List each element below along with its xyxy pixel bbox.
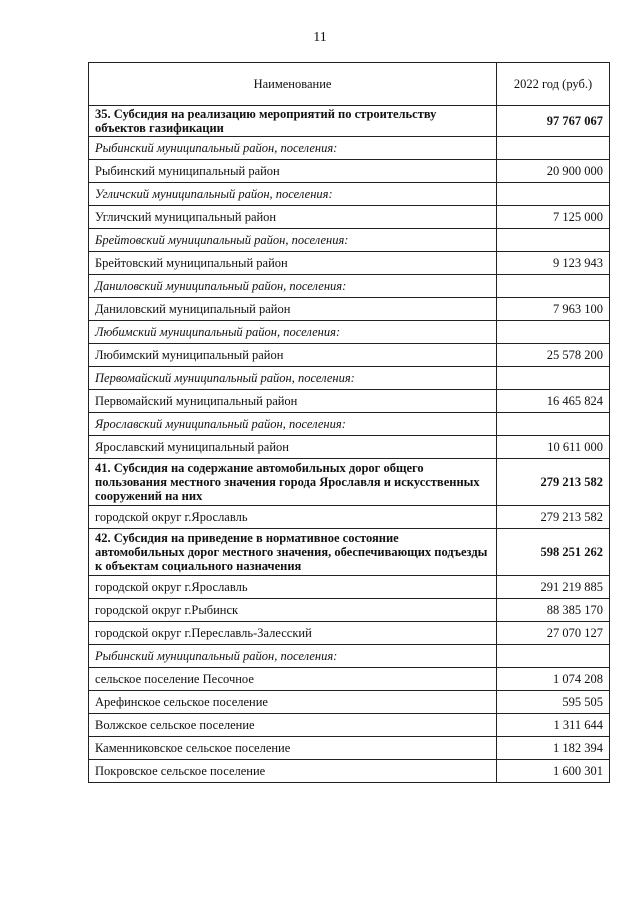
table-row xyxy=(89,160,610,183)
row-name: Брейтовский муниципальный район, поселения: xyxy=(89,229,497,252)
region-heading-row xyxy=(89,229,610,252)
row-amount xyxy=(497,413,610,436)
row-amount: 1 074 208 xyxy=(497,668,610,691)
subsidy-section-row xyxy=(89,106,610,137)
region-heading-row xyxy=(89,367,610,390)
table-row xyxy=(89,668,610,691)
row-amount: 1 311 644 xyxy=(497,714,610,737)
row-name: Покровское сельское поселение xyxy=(89,760,497,783)
row-name: Рыбинский муниципальный район, поселения: xyxy=(89,137,497,160)
row-name: Ярославский муниципальный район, поселения: xyxy=(89,413,497,436)
row-name: Угличский муниципальный район, поселения: xyxy=(89,183,497,206)
column-header-amount: 2022 год (руб.) xyxy=(497,63,610,106)
table-row xyxy=(89,206,610,229)
row-name: Угличский муниципальный район xyxy=(89,206,497,229)
region-heading-row xyxy=(89,137,610,160)
table-row xyxy=(89,737,610,760)
row-amount: 291 219 885 xyxy=(497,576,610,599)
table-row xyxy=(89,622,610,645)
row-name: 35. Субсидия на реализацию мероприятий по строительству объектов газификации xyxy=(89,106,497,137)
table-row xyxy=(89,599,610,622)
row-name: Любимский муниципальный район, поселения: xyxy=(89,321,497,344)
row-name: 42. Субсидия на приведение в нормативное состояние автомобильных дорог местного значения, обеспечивающих подъезды к объектам социального назначения xyxy=(89,529,497,576)
table-row xyxy=(89,252,610,275)
row-name: Рыбинский муниципальный район, поселения: xyxy=(89,645,497,668)
row-amount: 1 182 394 xyxy=(497,737,610,760)
row-name: сельское поселение Песочное xyxy=(89,668,497,691)
subsidy-table xyxy=(88,62,610,783)
subsidy-section-row xyxy=(89,459,610,506)
row-name: Любимский муниципальный район xyxy=(89,344,497,367)
region-heading-row xyxy=(89,275,610,298)
row-amount xyxy=(497,229,610,252)
column-header-name: Наименование xyxy=(89,63,497,106)
table-row xyxy=(89,760,610,783)
region-heading-row xyxy=(89,413,610,436)
row-amount: 9 123 943 xyxy=(497,252,610,275)
row-name: Первомайский муниципальный район, поселения: xyxy=(89,367,497,390)
row-amount: 16 465 824 xyxy=(497,390,610,413)
row-name: городской округ г.Переславль-Залесский xyxy=(89,622,497,645)
table-row xyxy=(89,691,610,714)
row-amount: 25 578 200 xyxy=(497,344,610,367)
row-amount: 88 385 170 xyxy=(497,599,610,622)
region-heading-row xyxy=(89,321,610,344)
row-name: Первомайский муниципальный район xyxy=(89,390,497,413)
table-row xyxy=(89,298,610,321)
row-name: Каменниковское сельское поселение xyxy=(89,737,497,760)
row-name: Волжское сельское поселение xyxy=(89,714,497,737)
region-heading-row xyxy=(89,645,610,668)
row-amount xyxy=(497,275,610,298)
table-header-row xyxy=(89,63,610,106)
row-amount: 595 505 xyxy=(497,691,610,714)
row-name: Ярославский муниципальный район xyxy=(89,436,497,459)
row-name: Даниловский муниципальный район xyxy=(89,298,497,321)
row-amount xyxy=(497,183,610,206)
row-amount: 279 213 582 xyxy=(497,459,610,506)
table-row xyxy=(89,576,610,599)
subsidy-section-row xyxy=(89,529,610,576)
row-amount: 97 767 067 xyxy=(497,106,610,137)
table-row xyxy=(89,344,610,367)
table-row xyxy=(89,714,610,737)
row-amount: 7 963 100 xyxy=(497,298,610,321)
table-row xyxy=(89,506,610,529)
table-row xyxy=(89,436,610,459)
row-name: городской округ г.Ярославль xyxy=(89,506,497,529)
row-name: Даниловский муниципальный район, поселения: xyxy=(89,275,497,298)
region-heading-row xyxy=(89,183,610,206)
row-amount xyxy=(497,645,610,668)
row-amount: 279 213 582 xyxy=(497,506,610,529)
row-amount: 20 900 000 xyxy=(497,160,610,183)
row-amount: 1 600 301 xyxy=(497,760,610,783)
table-row xyxy=(89,390,610,413)
row-amount: 7 125 000 xyxy=(497,206,610,229)
row-name: Рыбинский муниципальный район xyxy=(89,160,497,183)
row-name: Брейтовский муниципальный район xyxy=(89,252,497,275)
row-amount: 27 070 127 xyxy=(497,622,610,645)
row-amount xyxy=(497,137,610,160)
row-name: 41. Субсидия на содержание автомобильных дорог общего пользования местного значения города Ярославля и искусственных сооружений на них xyxy=(89,459,497,506)
row-amount: 598 251 262 xyxy=(497,529,610,576)
row-name: Арефинское сельское поселение xyxy=(89,691,497,714)
page-number: 11 xyxy=(313,30,327,45)
row-amount xyxy=(497,367,610,390)
row-name: городской округ г.Ярославль xyxy=(89,576,497,599)
row-name: городской округ г.Рыбинск xyxy=(89,599,497,622)
row-amount: 10 611 000 xyxy=(497,436,610,459)
row-amount xyxy=(497,321,610,344)
